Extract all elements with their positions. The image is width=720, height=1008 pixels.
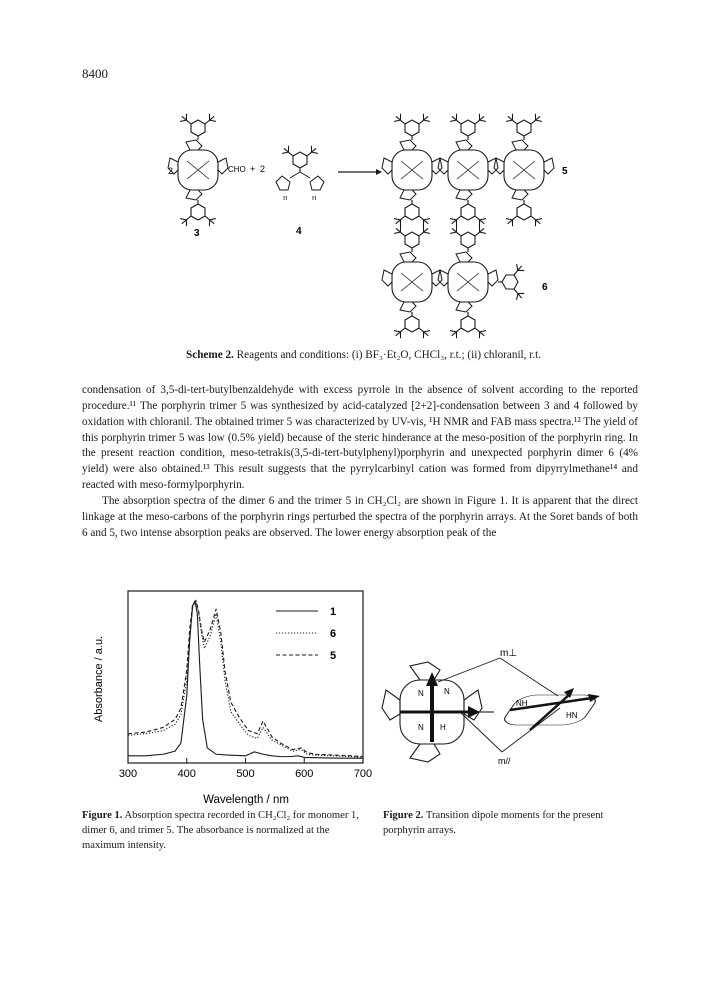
x-tick-label: 400	[177, 768, 196, 780]
scheme-coef-left: 2	[168, 166, 174, 176]
scheme-caption	[186, 349, 541, 361]
transition-dipole-diagram	[360, 630, 650, 800]
figure-2-caption-text: Transition dipole moments for the present porphyrin arrays.	[383, 810, 604, 836]
compound-4-label: 4	[296, 226, 302, 237]
scheme-caption-text: Reagents and conditions: (i) BF₃·Et₂O, CHCl₃, r.t.; (ii) chloranil, r.t.	[233, 349, 542, 361]
paragraph-1: condensation of 3,5-di-tert-butylbenzaldehyde with excess pyrrole in the absence of solvent according to the reported procedure.¹¹ The porphyrin trimer 5 was synthesized by acid-catalyzed [2+2]-condensation between 3 and 4 followed by oxidation with chloranil. The obtained trimer 5 was characterized by UV-vis, ¹H NMR and FAB mass spectra.¹² The yield of this porphyrin trimer 5 was low (0.5% yield) because of the steric hinderance at the meso-position of the porphyrin ring. In the present reaction condition, meso-tetrakis(3,5-di-tert-butylphenyl)porphyrin and unexpected porphyrin dimer 6 (4% yield) were also obtained.¹³ This result suggests that the pyrrylcarbinyl cation was formed from dipyrrylmethane¹⁴ and reacted with meso-formylporphyrin.	[82, 384, 638, 492]
scheme-caption-label: Scheme 2.	[186, 349, 234, 361]
fig2-hn: HN	[566, 711, 578, 720]
compound-6-label: 6	[542, 282, 548, 293]
series-6-line	[128, 601, 363, 757]
figure-1-caption-label: Figure 1.	[82, 810, 123, 821]
scheme-coef-right: 2	[260, 164, 266, 174]
figure-1-caption-text: Absorption spectra recorded in CH₂Cl₂ for monomer 1, dimer 6, and trimer 5. The absorbance is normalized at the maximum intensity.	[82, 810, 359, 851]
page-number: 8400	[82, 66, 108, 81]
y-axis-label: Absorbance / a.u.	[93, 635, 105, 723]
fig2-n-right: N	[444, 687, 450, 696]
series-5-line	[128, 601, 363, 757]
figure-1-caption	[82, 808, 372, 853]
absorption-chart	[86, 583, 376, 813]
scheme-nh-right: H	[312, 196, 317, 202]
series-1-line	[128, 601, 363, 758]
legend-label-6: 6	[330, 628, 337, 640]
legend-label-5: 5	[330, 650, 337, 662]
fig2-m-par: m//	[498, 756, 511, 766]
x-tick-label: 700	[353, 768, 373, 780]
fig2-n-top: N	[418, 689, 424, 698]
x-tick-label: 300	[118, 768, 138, 780]
figure-2-caption	[383, 808, 623, 838]
compound-3-label: 3	[194, 228, 200, 239]
legend-label-1: 1	[330, 606, 337, 618]
paragraph-2: The absorption spectra of the dimer 6 and the trimer 5 in CH₂Cl₂ are shown in Figure 1. It is apparent that the direct linkage at the meso-carbons of the porphyrin rings perturbed the spectra of the porphyrin arrays. At the Soret bands of both 6 and 5, two intense absorption peaks are observed. The lower energy absorption peak of the	[82, 494, 638, 539]
x-tick-label: 500	[236, 768, 255, 780]
x-axis-label: Wavelength / nm	[203, 794, 289, 806]
scheme-2-structures	[150, 110, 580, 350]
scheme-plus: +	[250, 164, 256, 174]
compound-5-label: 5	[562, 166, 568, 177]
fig2-n-left: N	[418, 723, 424, 732]
fig2-nh: NH	[516, 699, 528, 708]
plot-frame	[128, 591, 363, 763]
body-text	[82, 383, 638, 541]
fig2-m-perp: m⊥	[500, 648, 518, 659]
scheme-nh-left: H	[283, 196, 288, 202]
figure-2-caption-label: Figure 2.	[383, 810, 424, 821]
fig2-h-bottom: H	[440, 723, 446, 732]
x-tick-label: 600	[295, 768, 314, 780]
scheme-cho-label: CHO	[228, 165, 246, 174]
